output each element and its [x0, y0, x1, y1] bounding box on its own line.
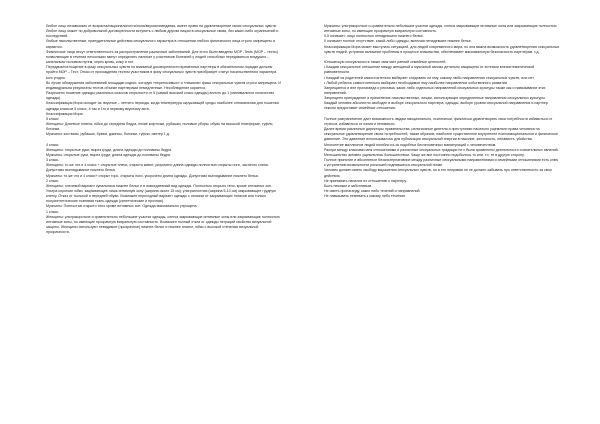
paragraph: Быть нежным и заботливым.: [324, 183, 373, 188]
paragraph: • Любой ребенок самостоятельно выбирает необходимое ему наиболее направление собственного развития: [324, 80, 507, 85]
paragraph: Запрещено принуждение и применение насильственных, лицам, использующих определенные направления сексуальных культуры.: [324, 96, 546, 101]
paragraph: 3 класс.: [46, 158, 60, 163]
paragraph: Мужчины: то же что и 4 класс+ открыт торс, открыты ноги, укорочено длина одежды. Допустимо выглядывание нижнего белья.: [46, 173, 259, 178]
paragraph: Не иметь пропаганду, каких либо течений и направлений.: [324, 188, 421, 193]
left-column: [46, 24, 282, 235]
paragraph: Полное принятие и абсолютное безальтернативное между различные сексуальными направлениями и семейными отношениями есть ключ к устранению возможности роскошей поднявшихся сексуальной почве.: [324, 158, 559, 168]
paragraph: Мужчины: открытые руки, вырез груди, длина одежды до половины бедра.: [46, 152, 171, 157]
paragraph: Многолетие миллионов людей погибли из-за подобных бесчеловечных манипуляций с человечеством.: [324, 142, 497, 147]
paragraph: Физические лица несут ответственность за распространение различных заболеваний. Для этого были введены МОР -Tests (МОР – тесты) позволяющие в течении нескольких минут определить наличие у участников болезней у людей способных передаваться воздушно – капельным/ половым путем, через кровь, кожу и пот.: [46, 49, 278, 65]
paragraph: Не навязывать немевать к какому либо течению.: [324, 194, 407, 199]
paragraph: Мужчины: костюмы, рубашки, брюки, джинсы, ботинки, туфли, свитер 1 д.: [46, 132, 170, 137]
paragraph: Классификация Мора может выступать ситуацией, для людей современного мира, но она важна возможность удовлетворения сексуальных чувств людей, устраняя излишние проблемы в процессе знакомства, обеспечивает максимальную безопасность партнерам. т.д.: [324, 44, 560, 54]
paragraph: Классификация Мора:: [46, 111, 84, 116]
paragraph: Далее время различные директоры правительства, религиозные деятели и преступники насильно ущемляли права человека на сексуальное удовлетворение своих потребностей, таким образом, наиболее существенное внутреннее психоэмоциональное и физическое давление. Это давление использовалось для публикация сексуальной энергии в насилие, жестокость, ненависть, убийства.: [324, 127, 558, 142]
paragraph: 0,5 означает: лицо полностью ненадевшего нижнего белья.: [324, 34, 424, 39]
paragraph: Разрешено ношение одежды различных классов открытости от 5 (самый высокий класс одежды) вплоть до 1 (минимальное количество одежды).: [46, 91, 275, 101]
paragraph: 2 класс.: [46, 178, 60, 183]
paragraph: Женщины: открытые руки, вырез груди, длина одежды до половины бедра.: [46, 147, 173, 152]
paragraph: Распри между классами меж отношениями и различные сексуальных традиции не к были применены деятельности сознательных явлений. Меньшинство активно ущемлялось большинством. Чаще же все постоянно подобилось то или, то, те в другую сторону.: [324, 147, 559, 157]
paragraph: 0 означает полное отсутствие, какой-либо одежды, включая ненадевшее нижнее белье.: [324, 39, 472, 44]
paragraph: Любое лицо независимо от возраста/национальности/пола/вероисповедания, имеет право на удовлетворение своих сексуальных чувств.: [46, 24, 277, 28]
paragraph: • Каждая сексуальное отношение между женщиной и мужчиной заново детально защищены от эстетики внесистематической равновенности.: [324, 65, 535, 75]
paragraph: Мужчины: ультракороткое и сравнительно небольшие участки одежды, слегка закрывающие интимные зоны или закрывающие полностью интимные зоны, но имеющие прозрачную визуальную составность.: [324, 24, 557, 34]
paragraph: Женщины: ультракороткое и сравнительно небольшие участки одежды, слегка закрывающие интимные зоны или закрывающие полностью интимные зоны, но имеющие прозрачную визуальную составность. Возможен полный отказ от одежды неграций свойство визуальной защиты. Женщины используют невидимое (прозрачное) нижнее белье и нижнее платье, юбки с высокой степенью визуальной прозрачности.: [46, 214, 280, 235]
paragraph: Передача/поглощение в фазу сексуальных чувств по взаимной договоренности временных партнеры в обязательном порядке должны пройти МОР – Тест. Отказ от прохождения тестом участников в фазу сексуальных чувств преобразует статус насильственного характера кого угодно.: [46, 65, 277, 80]
paragraph: Классификация Мора исходят из: вкусные – летнего периода, когда температура окружающей среды наиболее оптимальная для ношения одежды классов 5 класс, 4 так и 1го и первому вкусному акта.: [46, 101, 279, 111]
paragraph: Человек должен иметь свободу выражения сексуальных чувств, но и это неправая он не должен забывать про ответственность за свои действия.: [324, 168, 552, 178]
paragraph: Любые насильственные, принудительные действия сексуального характера в отношении любого физического лица строго запрещены и караются.: [46, 39, 276, 49]
paragraph: Каждый человек абсолютно свободен в выборе сексуального партнера, одежды, выборе уровня сексуальной направления и партнер сексом предоставит семейные отношения.: [324, 101, 548, 111]
paragraph: Женщины: Длинные платья, юбка до середины бедра, некие кофточки, рубашки, половые уборы, обувь на высокой платформе, туфли, ботинки.: [46, 121, 274, 132]
paragraph: Юношескую сексуальность также смягчает ранний семейные ценностей.: [324, 60, 447, 65]
paragraph: Женщины: плечевой вариант купальника.нижнее белье и в повседневный вид одежды. Полностью открыто тело, кроме интимных зон. Ультра короткие юбки, закрывающее лишь интимную зону (ширина около 15 см), ультраплотная (ширина 5-10 см) закрывающее грудную клетку. Отказ от тыльной и передней обуви. Возможен переходный вариант одежды с отказом от закрывающих топиков или только полусинтетические тканевая ткань-одежда (синтетические и прочная).: [46, 183, 276, 204]
paragraph: 5 класс:: [46, 116, 60, 121]
right-column: [324, 24, 560, 199]
paragraph: Запрещается и вне пропаганда и реклама, каких либо отдельных направлений сексуальных культуры также как и навязывание этих направлений.: [324, 85, 546, 96]
paragraph: • Каждый из родителей самостоятельно выбирает следовать ли ему, какому любо направлению сексуальных чувств, или нет.: [324, 75, 535, 80]
paragraph: 1 класс.: [46, 209, 60, 214]
paragraph: Полное разграничение дает возможность людям эмоционально, психически, физически удовлетворять свои потребности избавиться от стресса, избавиться от излия и ненависти.: [324, 116, 553, 126]
paragraph: Мужчины: Полностью открыто тело кроме интимных зон. Одежда максимально упрощена.: [46, 204, 198, 209]
paragraph: Не принимать насилия по отношению к партнеру.: [324, 178, 407, 183]
paragraph: Вс лучае обнаружения заболеваний площадки кодекс, которую «переносимых» и «пачиков» фазы сексуальных чувств строго запрещена. И индивидуальна результаты тестов объеме партнерами немедленные. Несоблюдение карается.: [46, 80, 281, 90]
paragraph: Любое лицо может по добровольной договоренности вступить с любым другим лицом в сексуальные связи, без каких-либо ограничений и последствий.: [46, 29, 279, 39]
paragraph: 4 класс:: [46, 142, 60, 147]
paragraph: Женщины: то же что и 4 класс + открытые плечи, открыта живот, укорочено длина одежды полностью открыты ноги, частично спина. Допустимо выглядывание нижнего белья.: [46, 163, 269, 173]
